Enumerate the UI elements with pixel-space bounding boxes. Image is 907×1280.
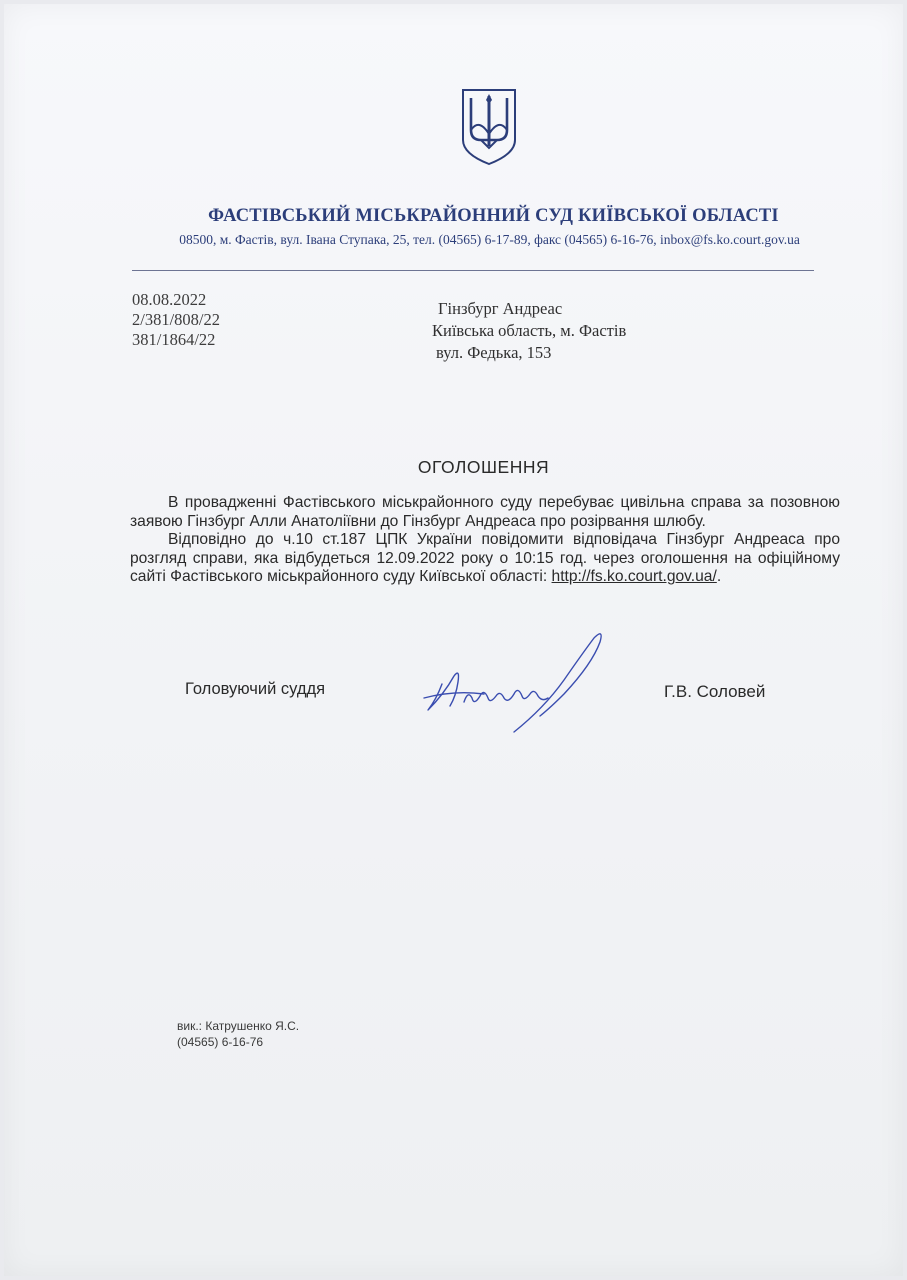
notice-paragraph-2 [130,531,840,587]
notice-paragraph-2-end: . [716,568,722,586]
judge-role: Головуючий суддя [185,680,326,698]
judge-name: Г.В. Соловей [664,682,766,701]
document-meta [132,290,220,350]
signature-image [414,624,614,739]
document-page [4,4,903,1276]
case-number: 2/381/808/22 [132,310,221,329]
document-date: 08.08.2022 [132,290,207,309]
recipient-street: вул. Федька, 153 [436,343,552,362]
notice-paragraph-1: В провадженні Фастівського міськрайонного суду перебуває цивільна справа за позовною заявою Гінзбург Алли Анатоліївни до Гінзбург Андреаса про розірвання шлюбу. [130,494,840,530]
recipient-block [432,298,626,364]
outgoing-number: 381/1864/22 [132,330,216,349]
document-title: ОГОЛОШЕННЯ [417,457,550,477]
court-address: 08500, м. Фастів, вул. Івана Ступака, 25, тел. (04565) 6-17-89, факс (04565) 6-16-76, inbox@fs.ko.court.gov.ua [179,232,800,247]
trident-icon [461,88,517,166]
executor-info [177,1018,299,1050]
recipient-locality: Київська область, м. Фастів [432,321,627,340]
court-website-link[interactable]: http://fs.ko.court.gov.ua/ [551,568,717,586]
executor-name: вик.: Катрушенко Я.С. [177,1019,300,1033]
notice-body [130,494,840,587]
notice-paragraph-2-text: Відповідно до ч.10 ст.187 ЦПК України повідомити відповідача Гінзбург Андреаса про розгляд справи, яка відбудеться 12.09.2022 року о 10:15 год. через оголошення на офіційному сайті Фастівського міськрайонного суду Київської області: [130,531,840,586]
header-divider [132,270,814,271]
court-name: ФАСТІВСЬКИЙ МІСЬКРАЙОННИЙ СУД КИЇВСЬКОЇ ОБЛАСТІ [208,206,779,226]
executor-phone: (04565) 6-16-76 [177,1035,264,1049]
recipient-name: Гінзбург Андреас [438,299,563,318]
